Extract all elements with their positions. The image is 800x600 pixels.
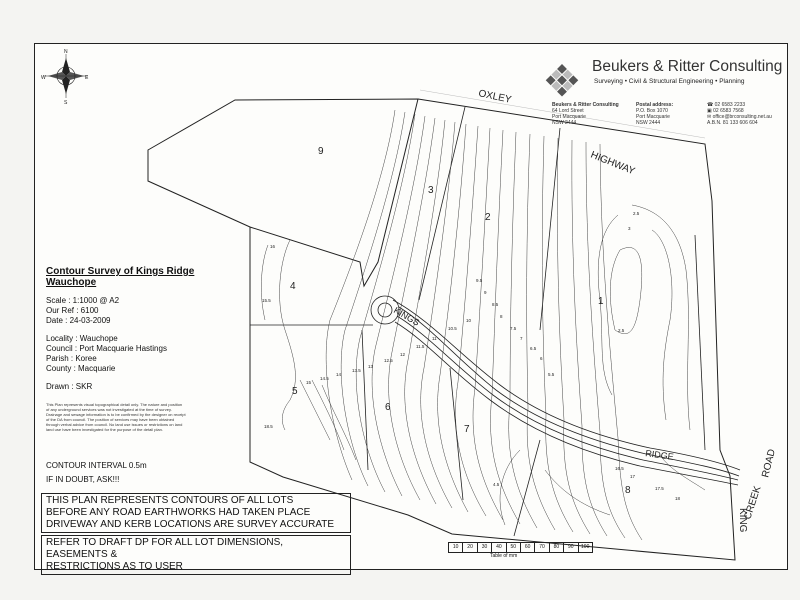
disclaimer-text: This Plan represents visual topographical detail only. The nature and position of any underground services was not investigated at the time of survey. Drainage and sewage information is to be confirmed by the designer on receipt of the DA from council. The position of services may have been obtained through verbal advice from council. No land use issues or restrictions on land land use have been investigated for the purpose of the detail plan. [46,402,186,432]
drawn-text: Drawn : SKR [46,382,93,391]
address-line: Port Macquarie [552,114,586,120]
phone-icon: ☎ [707,102,714,108]
address-line: NSW 2444 [636,120,661,126]
lot-label-4: 4 [290,281,296,292]
lot-label-1: 1 [598,296,604,307]
compass-w: W [41,75,46,81]
scale-tick: 30 [478,543,492,552]
road-label-oxley: OXLEY [477,88,513,106]
contour-label: 18 [675,496,681,501]
contour-label: 2.5 [618,328,625,333]
contour-label: 14 [336,372,342,377]
lot-label-7: 7 [464,424,470,435]
contour-label: 11.5 [416,344,425,349]
company-tagline: Surveying • Civil & Structural Engineering • Planning [594,78,745,85]
contour-label: 15.5 [262,298,271,303]
note-line: RESTRICTIONS AS TO USER [46,561,183,572]
contour-label: 13.5 [352,368,361,373]
contour-label: 8 [500,314,503,319]
lot-label-6: 6 [385,402,391,413]
contour-label: 2.5 [633,211,640,216]
contour-label: 16.5 [615,466,624,471]
contour-label: 14.5 [320,376,329,381]
street-address [552,102,619,126]
lot-label-3: 3 [428,185,434,196]
scale-tick: 10 [449,543,463,552]
contour-label: 7 [520,336,523,341]
contour-label: 12 [400,352,406,357]
if-in-doubt-text: IF IN DOUBT, ASK!!! [46,475,120,484]
contour-label: 13 [368,364,374,369]
address-line: 64 Lord Street [552,108,584,114]
scale-caption: Table of mm [490,553,518,559]
email-address: office@brconsulting.net.au [712,114,772,120]
council-text: Council : Port Macquarie Hastings [46,344,167,353]
contour-label: 17.5 [655,486,664,491]
contour-label: 7.5 [510,326,517,331]
contour-label: 4.5 [493,482,500,487]
scale-tick: 50 [507,543,521,552]
scale-bar [448,542,593,553]
lot-label-5: 5 [292,386,298,397]
scale-tick: 60 [521,543,535,552]
email-icon: ✉ [707,114,712,120]
note-line: BEFORE ANY ROAD EARTHWORKS HAD TAKEN PLACE [46,507,311,518]
plan-title-place: Wauchope [46,277,97,288]
title-block [46,266,246,392]
note-earthworks [41,493,351,533]
contour-label: 10.5 [448,326,457,331]
contour-label: 6 [540,356,543,361]
note-line: THIS PLAN REPRESENTS CONTOURS OF ALL LOTS [46,495,294,506]
date-text: Date : 24-03-2009 [46,316,111,325]
road-label-king: KING [737,508,748,533]
compass-rose [41,49,89,106]
address-line: Port Macquarie [636,114,670,120]
plan-title: Contour Survey of Kings Ridge [46,266,195,277]
contour-interval-block [46,459,147,487]
compass-n: N [64,49,68,55]
lot-dividers [250,107,705,536]
note-line: REFER TO DRAFT DP FOR ALL LOT DIMENSIONS, EASEMENTS & [46,537,284,560]
address-line: NSW 2444 [552,120,577,126]
lot-9-boundary [148,99,418,286]
notes-block [41,493,351,577]
contour-label: 11 [432,336,437,341]
road-label-ridge: RIDGE [644,448,675,462]
contour-label: 6.5 [530,346,537,351]
scale-tick: 90 [564,543,578,552]
road-label-creek: CREEK [742,484,764,521]
kings-ridge-road [371,296,740,485]
abn-text: A.B.N. 81 133 606 604 [707,120,758,126]
postal-address [636,102,673,126]
our-ref-text: Our Ref : 6100 [46,306,99,315]
road-label-highway: HIGHWAY [588,149,637,178]
scale-tick: 40 [492,543,506,552]
postal-heading: Postal address: [636,102,674,108]
scale-tick: 70 [535,543,549,552]
scale-text: Scale : 1:1000 @ A2 [46,296,120,305]
locality-text: Locality : Wauchope [46,334,118,343]
road-label-kings: KINGS [392,305,422,328]
scale-tick: 100 [581,544,590,550]
county-text: County : Macquarie [46,364,116,373]
contour-label: 9.5 [476,278,483,283]
contour-label: 15 [306,380,312,385]
compass-e: E [85,75,89,81]
phone-number: 02 6583 2233 [714,102,746,108]
contour-interval-text: CONTOUR INTERVAL 0.5m [46,461,147,470]
company-header [540,54,790,144]
contour-label: 3 [628,226,631,231]
contour-label: 18.5 [264,424,273,429]
scale-tick: 80 [550,543,564,552]
contour-label: 12.5 [384,358,393,363]
fax-icon: ▣ [707,108,712,114]
lot-label-9: 9 [318,146,324,157]
address-name: Beukers & Ritter Consulting [552,102,619,108]
contour-label: 17 [630,474,636,479]
parish-text: Parish : Koree [46,354,97,363]
note-line: DRIVEWAY AND KERB LOCATIONS ARE SURVEY ACCURATE [46,519,335,530]
company-name: Beukers & Ritter Consulting [592,58,783,75]
address-line: P.O. Box 1070 [636,108,668,114]
scale-tick: 20 [463,543,477,552]
contact-details [707,102,772,126]
fax-number: 02 6583 7568 [713,108,744,114]
contour-label: 10 [466,318,472,323]
contour-label: 16 [270,244,276,249]
contour-label: 5.5 [548,372,555,377]
note-draft-dp [41,535,351,575]
lot-label-8: 8 [625,485,631,496]
contour-label: 9 [484,290,487,295]
lot-label-2: 2 [485,212,491,223]
contour-label: 8.5 [492,302,499,307]
compass-s: S [64,100,68,106]
road-label-road: ROAD [760,448,778,479]
